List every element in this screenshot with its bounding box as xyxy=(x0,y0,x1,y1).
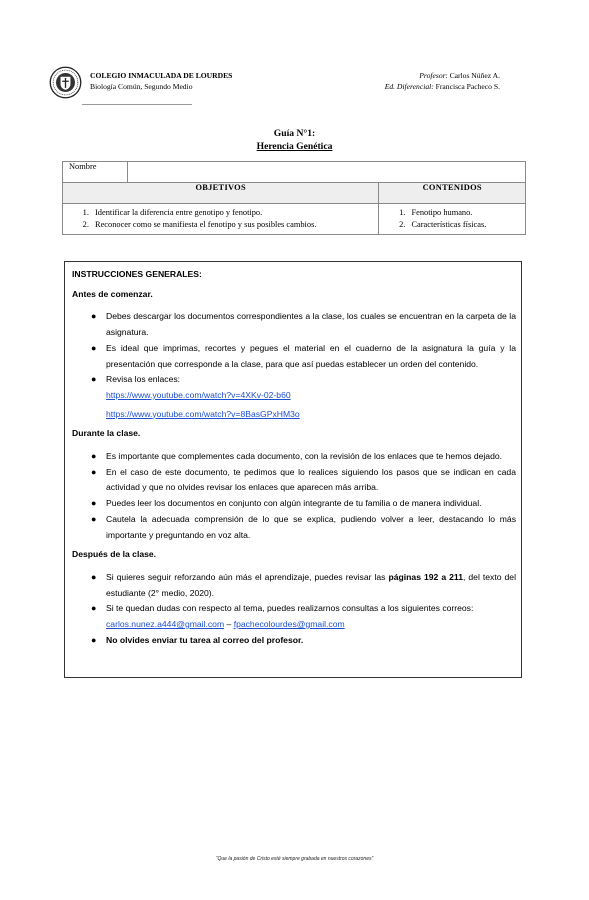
email-link-professor[interactable]: carlos.nunez.a444@gmail.com xyxy=(106,619,225,630)
list-item: ● Debes descargar los documentos correspondientes a la clase, los cuales se encuentran en la carpeta de la asignatura. xyxy=(91,311,516,338)
bullet-icon: ● xyxy=(91,498,97,509)
list-item: ● Revisa los enlaces: https://www.youtube.com/watch?v=4XKv-02-b60 xyxy=(91,374,291,400)
bullet-icon: ● xyxy=(91,603,97,614)
contenidos-cell xyxy=(379,204,526,235)
youtube-link-1[interactable]: https://www.youtube.com/watch?v=4XKv-02-b60 xyxy=(106,389,291,400)
objetivos-header: OBJETIVOS xyxy=(63,183,379,204)
contenido-item: 2. Características físicas. xyxy=(407,219,519,231)
bullet-icon: ● xyxy=(91,634,97,645)
header-school-info xyxy=(90,70,232,92)
contenidos-header: CONTENIDOS xyxy=(379,183,526,204)
ed-diferencial-name: Francisca Pacheco S. xyxy=(433,82,500,91)
bullet-icon: ● xyxy=(91,466,97,477)
school-name: COLEGIO INMACULADA DE LOURDES xyxy=(90,71,233,80)
instructions-heading: INSTRUCCIONES GENERALES: xyxy=(72,269,202,279)
bullet-icon: ● xyxy=(91,342,97,353)
bullet-icon: ● xyxy=(91,571,97,582)
youtube-link-2[interactable]: https://www.youtube.com/watch?v=8BasGPxHM3o xyxy=(106,408,300,419)
during-class-heading: Durante la clase. xyxy=(72,428,141,439)
before-class-heading: Antes de comenzar. xyxy=(72,288,153,299)
during-class-list xyxy=(72,449,516,543)
objetivos-cell xyxy=(63,204,379,235)
professor-label: Profesor xyxy=(419,71,446,80)
list-item: ● Es ideal que imprimas, recortes y pegues el material en el cuaderno de la asignatura la guía y la presentación que corresponde a la clase, para que así puedas establecer un orden del contenido. xyxy=(91,342,516,369)
list-item: ● Si te quedan dudas con respecto al tema, puedes realizarnos consultas a los siguientes correos: carlos.nunez.a444@gmail.com – fpachecolourdes@gmail.com xyxy=(91,603,474,630)
after-class-heading: Después de la clase. xyxy=(72,549,157,560)
guide-title: Herencia Genética xyxy=(256,141,333,152)
bullet-icon: ● xyxy=(91,311,97,322)
list-item: ● No olvides enviar tu tarea al correo del profesor. xyxy=(72,633,516,649)
objectives-table xyxy=(62,161,526,235)
footer-motto: “Que la pasión de Cristo esté siempre grabada en nuestros corazones” xyxy=(215,856,374,862)
name-field[interactable] xyxy=(128,162,526,183)
email-link-ed-diferencial[interactable]: fpachecolourdes@gmail.com xyxy=(233,619,345,630)
subject-name: Biología Común, Segundo Medio xyxy=(90,82,193,91)
list-item: ● Cautela la adecuada comprensión de lo que se explica, pudiendo volver a leer, destacando lo más importante y preguntando en voz alta. xyxy=(91,513,516,540)
bullet-icon: ● xyxy=(91,451,97,462)
list-item: ● Si quieres seguir reforzando aún más el aprendizaje, puedes revisar las páginas 192 a 211, del texto del estudiante (2° medio, 2020). xyxy=(91,571,516,598)
list-item: ● Puedes leer los documentos en conjunto con algún integrante de tu familia o de manera individual. xyxy=(72,496,516,512)
instructions-box xyxy=(64,261,522,678)
before-class-list xyxy=(72,309,516,403)
bullet-icon: ● xyxy=(91,513,97,524)
objetivo-item: 1. Identificar la diferencia entre genotipo y fenotipo. xyxy=(91,207,372,219)
after-class-list xyxy=(72,570,516,649)
list-item: ● En el caso de este documento, te pedimos que lo realices siguiendo los pasos que se indican en cada actividad y que no olvides revisar los enlaces que aparecen más arriba. xyxy=(91,466,516,493)
professor-name: : Carlos Núñez A. xyxy=(445,71,500,80)
header-teacher-info xyxy=(330,70,500,92)
name-label: Nombre xyxy=(63,162,128,183)
objetivo-item: 2. Reconocer como se manifiesta el fenotipo y sus posibles cambios. xyxy=(91,219,372,231)
header-divider xyxy=(82,104,192,105)
bullet-icon: ● xyxy=(91,374,97,385)
school-crest-logo xyxy=(49,66,82,99)
guide-number: Guía N°1: xyxy=(273,128,316,139)
list-item: ● Es importante que complementes cada documento, con la revisión de los enlaces que te hemos dejado. xyxy=(72,449,516,465)
ed-diferencial-label: Ed. Diferencial: xyxy=(384,82,434,91)
contenido-item: 1. Fenotipo humano. xyxy=(407,207,519,219)
